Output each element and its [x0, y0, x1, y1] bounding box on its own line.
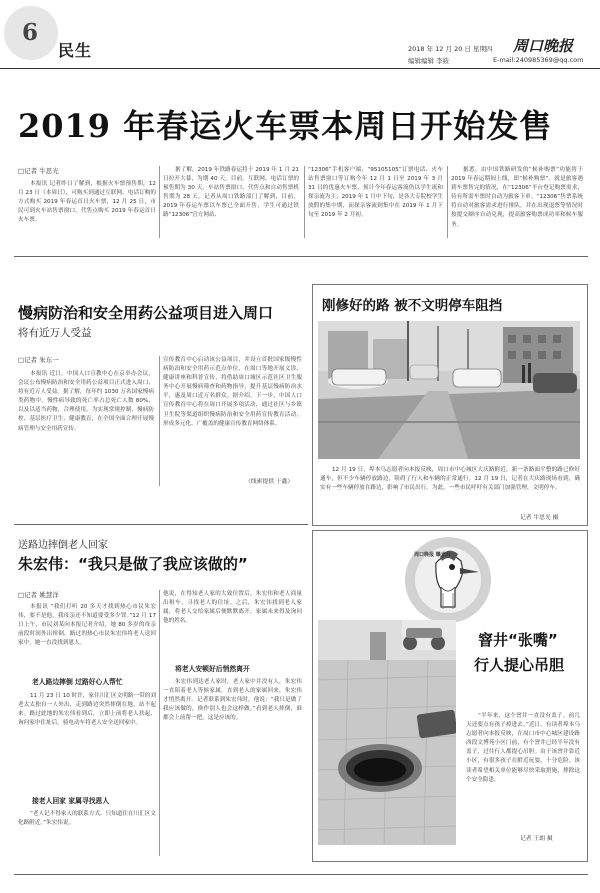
story5-title-line2: 行人提心吊胆 — [474, 656, 565, 674]
date-line: 2018 年 12 月 20 日 星期四 — [408, 45, 493, 53]
story1-col4: 据悉，由中国铁路研发的“候补购票”功能将于 2019 年春运期间上线，即“候补购票”。就是旅客遇到车票售完的情况，在“12306”平台登记购票需求，待有所需车票时自动为旅客下单。“12306”售票系统将自动对旅客需求进行排队，并在出现退票等情况时按提交顺序自动兑现，提高旅客购票成功率和候车服务。 — [451, 167, 583, 228]
manhole-photo — [318, 620, 456, 845]
header-rule — [0, 68, 600, 69]
story4-credit: 记者 牛思光 摄 — [520, 515, 559, 521]
headline: 2019 年春运火车票本周日开始发售 — [18, 107, 553, 145]
story2-column-rule — [159, 356, 160, 486]
story2-title: 慢病防治和安全用药公益项目进入周口 — [18, 304, 274, 322]
story3-sub1: 老人路边摔倒 过路好心人帮忙 — [32, 678, 123, 686]
street-photo-image — [318, 321, 580, 459]
story3-col1b: 11 月 23 日 10 时许，家住川汇区文明路一带的刘老太太独自一人外出，走到路边突然摔倒在地，站不起来。路过此地的朱宏伟看到后，立即上前将老人扶起，询问家中住址后，骑电动车将老人安全送回家中。 — [18, 693, 156, 727]
story3-title: 朱宏伟：“我只是做了我应该做的” — [18, 555, 248, 573]
exposure-logo — [405, 537, 491, 623]
story1-col1: 本报讯 记者昨日了解到，根据火车票预售期，12 月 23 日（本周日），可购买到通过互联网、电话订购的方式购买 2019 年春运首日火车票，12 月 25 日，市民可到火车站售票窗口、代售点购买 2019 年春运首日火车票。 — [18, 181, 156, 224]
rule-below-story2 — [14, 524, 308, 525]
email-line: E-mail:240985369@qq.com — [493, 56, 584, 64]
story1-column-rule-2 — [304, 166, 305, 238]
paper-logo: 周口晚报 — [513, 37, 574, 55]
footer-rule — [14, 874, 588, 875]
editor-line: 编辑编辑 李筱 — [408, 57, 450, 65]
story3-kicker: 送路边摔倒老人回家 — [18, 540, 108, 551]
story1-column-rule-1 — [159, 166, 160, 238]
story1-col3: “12306”手机客户端、“95105105”订票电话、火车站售票窗口等订购今年 12 月 1 日至 2019 年 3 月 31 日的优惠火车票。预计今年春运客流仍以学生流和探亲流为主。2019 年 1 月中下旬，是各大专院校学生放假的集中期，而探亲客流则集中在 2019 年 1 月下旬至 2019 年 2 月初。 — [308, 167, 443, 219]
story3-col2a: 他说，在得知老人家的大致位置后，朱宏伟和老人商量出租车，寻找老人的住址。之后，朱宏伟找到老人家属，将老人交给家属后便默默离开，家属未来得及询问他的姓名。 — [163, 591, 302, 625]
story4-body: 12 月 19 日，埠本乌志愿者向本报反映，周口市中心城区大庆路附近，新一条路面平整的路已修好通车，但不少车辆停放路边，阻碍了行人和车辆的正常通行。12 月 19 日，记者在大庆路现场看到，确实有一些车辆停放在路边，影响了市民出行。为此，一些市民呼吁有关部门加强管理，文明停车。 — [320, 467, 580, 492]
story5-credit: 记者 王朗 摄 — [520, 836, 553, 842]
woodpecker-icon — [405, 537, 491, 623]
story3-column-rule — [159, 590, 160, 856]
street-photo — [318, 321, 580, 459]
story2-col1: 本报讯 近日，中国人口宣教中心在京举办会议，会议公布慢病防治和安全用药公益项目正式进入周口，将有近万人受益。据了解，每年约 1030 万名国家慢病类药物中，慢性病导致的死亡率占总死亡人数 80%，以及以适当药物，合理使用，为实现常规控制、慢病防控、基层医疗卫生、健康教育，在全国全面合理开展慢病管理与安全用药宣传。 — [18, 371, 154, 432]
story5-body: “半年来，这个窨井一直没有盖子。前几天还要点有孩子掉进去。”近日，有读者埠本乌志愿者向本报反映，在周口市中心城区建设路西段文博苑小区门前，有个窨井已经半年没有盖子，过往行人都提心吊胆。由于该窨井靠近小区，有很多孩子在附近玩耍，十分危险。该读者希望相关单位能够尽快采取措施，排除这个安全隐患。 — [466, 713, 580, 783]
story1-col2: 据了解，2019 年铁路春运将于 2019 年 1 月 21 日拉开大幕，为期 40 天。目前，互联网、电话订票的预售期为 30 天，车站售票窗口、代售点和自动售票机售期为 28 天。记者从周口铁路部门了解到，目前，2019 年春运车票以车票已全面开售，学生可通过铁路“12306”官方网站、 — [163, 167, 299, 219]
rule-below-story1 — [14, 256, 588, 257]
story2-byline: □记者 朱东一 — [18, 356, 59, 364]
story2-subtitle: 将有近万人受益 — [18, 327, 92, 339]
story3-byline: □记者 姚慧洋 — [18, 591, 59, 599]
manhole-photo-image — [318, 620, 456, 845]
story1-column-rule-3 — [447, 166, 448, 238]
story3-col1a: 本报讯 “我们打听 20 多天才找到热心市民朱宏伟，要不是他，我母亲还不知道要受多少罪。”12 月 17 日上午，市民刘某向本报记者介绍，她 80 多岁的母亲前段时间外出摔倒，路过的热心市民朱宏伟将老人送回家中，她一直没找到恩人。 — [18, 604, 156, 647]
page-number: 6 — [22, 19, 39, 46]
exposure-logo-label: 周口晚报 曝光台 — [414, 552, 451, 558]
story3-col2b: 朱宏伟到达老人家时，老人家中并没有人，朱宏伟一直陪着老人等候家属。直到老人的家属回来，朱宏伟才悄然离开。记者联系到朱宏伟时，他说：“我只是做了我应该做的，换作别人也会这样做。”看到老人摔倒，谁都会上前帮一把，这是应该的。 — [163, 679, 302, 722]
story3-sub3: 将老人安顿好后悄然离开 — [175, 665, 250, 673]
story2-col2-end: （线索提供 于鑫） — [245, 479, 294, 485]
story3-sub2: 接老人回家 家属寻找恩人 — [32, 797, 110, 805]
story5-title-line1: 窨井“张嘴” — [478, 631, 558, 649]
story4-title: 刚修好的路 被不文明停车阻挡 — [322, 298, 503, 314]
section-name: 民生 — [58, 41, 93, 60]
story2-col2: 宣传教育中心启动该公益项目，并设立首批国家级慢性病防治和安全用药示范点单位，在周口等地开展义诊、健康讲座和科普宣传，将借助周口城区示范社区卫生服务中心开展慢病筛查和药物指导，提升基层慢病防治水平，惠及周口近万名群众。据介绍，下一步，中国人口宣传教育中心将在周口开展多项活动，通过社区与乡镇卫生院等渠道组织慢病防治和安全用药宣传教育活动，形成多元化、广覆盖的健康宣传教育网络体系。 — [163, 357, 302, 427]
story1-byline: □记者 牛思光 — [18, 167, 59, 175]
story3-col1c: “老人记不得家人的联系方式，只知道住在川汇区文化路附近。”朱宏伟说。 — [18, 811, 156, 827]
